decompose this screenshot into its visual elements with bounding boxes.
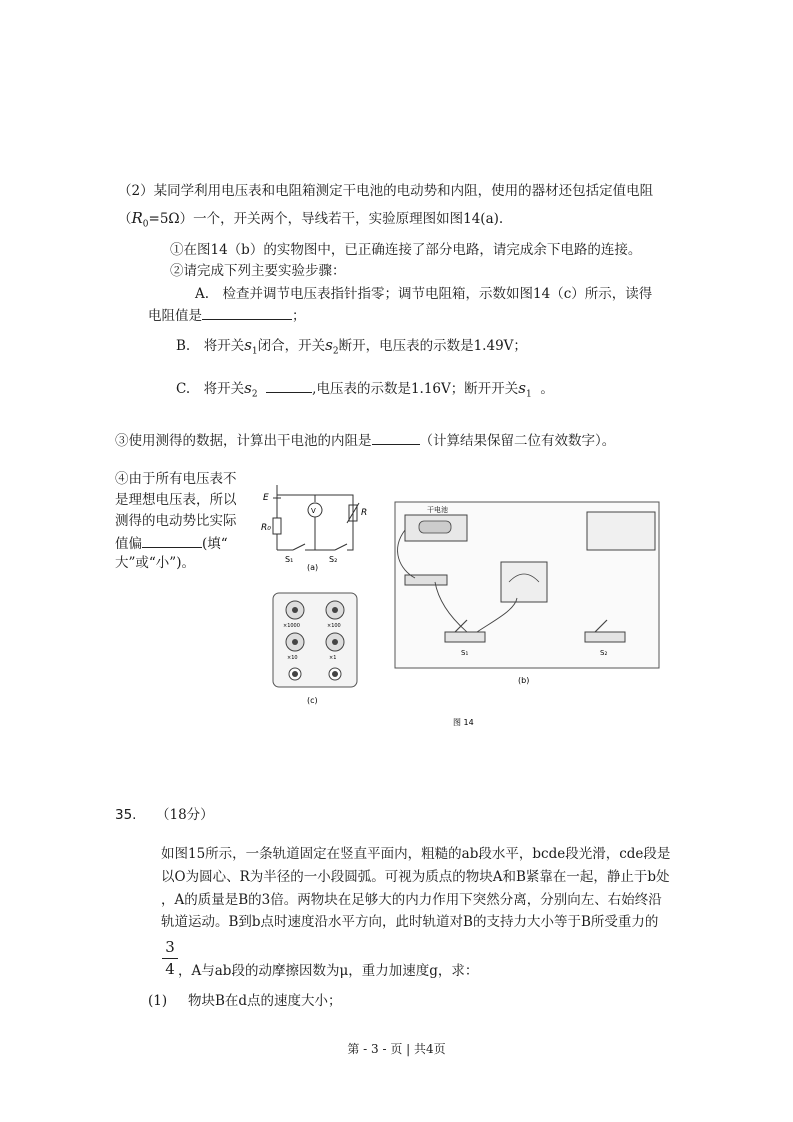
label-s2-b: S₂ [600,649,608,657]
switch-s1 [293,544,305,550]
step-b: B. 将开关$s_1$闭合，开关$s_2$断开，电压表的示数是1.49V； [176,336,527,357]
question-4-line4: 值偏 (填“ [115,533,228,553]
label-battery: 干电池 [427,506,448,514]
label-s2-a: S₂ [329,555,338,564]
label-x10: ×10 [287,655,298,661]
question-4-line1: ④由于所有电压表不 [115,471,237,487]
apparatus-b [395,502,659,668]
label-v: V [311,507,316,515]
fraction-denominator: 4 [165,960,175,978]
question-4-line3: 测得的电动势比实际 [115,513,237,529]
part2-line2: $(R_0=5\Omega)$一个，开关两个，导线若干，实验原理图如图14(a). [118,209,504,230]
fraction-numerator: 3 [165,938,175,956]
answer-blank-internal-resistance[interactable] [372,430,420,445]
question-2: ②请完成下列主要实验步骤： [170,263,346,279]
resistor-r0 [273,518,281,534]
fraction-bar [162,958,178,959]
question-3: ③使用测得的数据，计算出干电池的内阻是 （计算结果保留二位有效数字）。 [115,430,615,450]
figure-14 [255,470,675,730]
q35-line1: 如图15所示，一条轨道固定在竖直平面内，粗糙的ab段水平，bcde段光滑，cde段是 [161,846,671,862]
answer-blank-switch[interactable] [266,378,312,393]
switch-s2-physical [585,632,625,642]
q35-sub1-text: 物块B在d点的速度大小； [188,993,342,1009]
step-c: C. 将开关$s_2$ ,电压表的示数是1.16V；断开开关$s_1$ 。 [176,379,554,400]
label-e: E [263,493,269,503]
fixed-resistor-r0 [405,575,447,585]
page-footer: 第 - 3 - 页 | 共4页 [347,1042,446,1056]
label-a: (a) [307,563,319,572]
label-x1000: ×1000 [283,623,300,629]
question-4-line2: 是理想电压表，所以 [115,492,237,508]
q35-line2: 以O为圆心、R为半径的一小段圆弧。可视为质点的物块A和B紧靠在一起，静止于b处 [161,869,670,885]
label-s1-b: S₁ [461,649,469,657]
question-4-line5: 大”或“小”)。 [115,555,195,571]
q35-points: （18分） [156,807,214,823]
label-x1: ×1 [329,655,337,661]
label-x100: ×100 [327,623,341,629]
figure-caption: 图 14 [453,718,474,727]
q35-line3: ，A的质量是B的3倍。两物块在足够大的内力作用下突然分离，分别向左、右始终沿 [161,892,662,908]
resistance-box-physical [587,512,655,550]
part2-line1: （2）某同学利用电压表和电阻箱测定干电池的电动势和内阻，使用的器材还包括定值电阻 [118,183,654,199]
q35-line4: 轨道运动。B到b点时速度沿水平方向，此时轨道对B的支持力大小等于B所受重力的 [161,914,659,930]
question-1: ①在图14（b）的实物图中，已正确连接了部分电路，请完成余下电路的连接。 [170,242,642,258]
q35-sub1-number: (1) [148,993,168,1009]
label-r: R [361,508,368,518]
step-a-line2: 电阻值是 ； [148,305,306,325]
switch-s2 [335,544,347,550]
voltmeter-meter [501,562,547,602]
circuit-schematic-a [273,485,359,550]
label-r0: R₀ [261,523,271,533]
q35-line5: ，A与ab段的动摩擦因数为μ，重力加速度g，求： [178,963,479,979]
step-a-line1: A. 检查并调节电压表指针指零；调节电阻箱，示数如图14（c）所示，读得 [195,286,653,302]
switch-s1-physical [445,632,485,642]
label-c: (c) [307,696,318,705]
resistance-box-c [273,593,357,687]
q35-number: 35. [115,807,137,823]
r0-symbol: R [131,209,143,227]
answer-blank-emf-bias[interactable] [142,533,202,548]
label-s1-a: S₁ [285,555,294,564]
answer-blank-resistance[interactable] [202,305,292,320]
label-b: (b) [518,676,530,685]
